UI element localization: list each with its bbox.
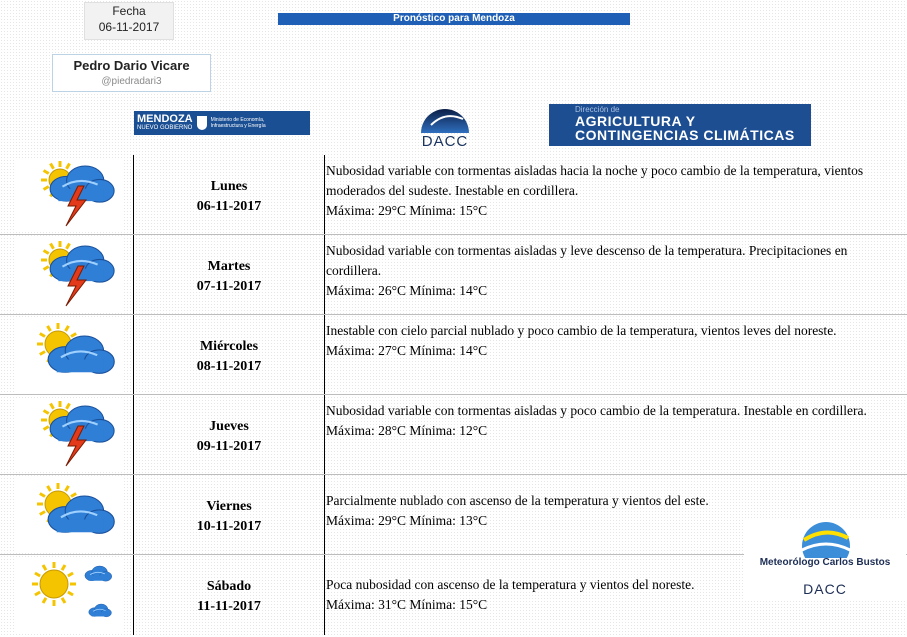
author-name: Pedro Dario Vicare [73,58,190,73]
date-box [84,2,174,40]
forecast-day: Sábado [206,579,252,594]
meteorologist-name: Meteorólogo Carlos Bustos [759,557,891,568]
mendoza-logo-sub: NUEVO GOBIERNO [137,125,193,131]
forecast-text: Inestable con cielo parcial nublado y poco cambio de la temperatura, vientos leves del noreste. [326,323,837,338]
forecast-temps: Máxima: 31°C Mínima: 15°C [326,597,488,612]
forecast-row [0,155,907,235]
dacc-logo-label: DACC [421,133,469,150]
forecast-text: Nubosidad variable con tormentas aisladas y poco cambio de la temperatura. Inestable en cordillera. [326,403,867,418]
forecast-temps: Máxima: 28°C Mínima: 12°C [326,423,488,438]
forecast-temps: Máxima: 29°C Mínima: 15°C [326,203,488,218]
forecast-text: Nubosidad variable con tormentas aisladas y leve descenso de la temperatura. Precipitaciones en cordillera. [326,243,848,278]
meteo-globe-icon [744,518,906,558]
author-card[interactable] [52,54,211,92]
forecast-date: 09-11-2017 [196,439,262,454]
forecast-text: Poca nubosidad con ascenso de la temperatura y vientos del noreste. [326,577,695,592]
forecast-row [0,315,907,395]
date-label: Fecha [112,4,146,18]
agri-logo-line1: AGRICULTURA Y [575,113,696,129]
forecast-date: 08-11-2017 [196,359,262,374]
forecast-text: Nubosidad variable con tormentas aisladas hacia la noche y poco cambio de la temperatura, vientos moderados del sudeste. Inestable en cordillera. [326,163,864,198]
forecast-temps: Máxima: 26°C Mínima: 14°C [326,283,488,298]
ministerio-text: Ministerio de Economía, Infraestructura y Energía [210,117,266,129]
forecast-banner: Pronóstico para Mendoza [278,13,630,25]
agri-logo-top: Dirección de [575,105,620,114]
forecast-row [0,395,907,475]
date-value: 06-11-2017 [98,20,160,34]
shield-icon [197,116,207,130]
forecast-date: 11-11-2017 [197,599,261,614]
storm-icon [14,238,122,312]
mendoza-logo-title: MENDOZA [137,113,193,125]
forecast-date: 10-11-2017 [196,519,262,534]
dacc-logo [413,101,477,151]
forecast-day: Viernes [206,499,252,514]
meteorologist-org: DACC [803,581,847,597]
forecast-temps: Máxima: 29°C Mínima: 13°C [326,513,488,528]
partly-cloudy-icon [14,318,122,392]
mendoza-logo [134,111,310,135]
author-handle: @piedradari3 [101,76,162,87]
forecast-temps: Máxima: 27°C Mínima: 14°C [326,343,488,358]
agricultura-logo [549,104,811,146]
storm-icon [14,398,122,472]
sunny-icon [14,558,122,632]
partly-cloudy-icon [14,478,122,552]
forecast-day: Miércoles [199,339,259,354]
forecast-day: Martes [207,259,251,274]
storm-icon [14,158,122,232]
dacc-globe-icon [413,101,477,135]
meteorologist-logo [744,518,906,600]
agri-logo-line2: CONTINGENCIAS CLIMÁTICAS [575,127,795,143]
forecast-date: 06-11-2017 [196,199,262,214]
forecast-row [0,235,907,315]
forecast-text: Parcialmente nublado con ascenso de la temperatura y vientos del este. [326,493,709,508]
forecast-day: Jueves [209,419,249,434]
forecast-date: 07-11-2017 [196,279,262,294]
forecast-day: Lunes [210,179,248,194]
